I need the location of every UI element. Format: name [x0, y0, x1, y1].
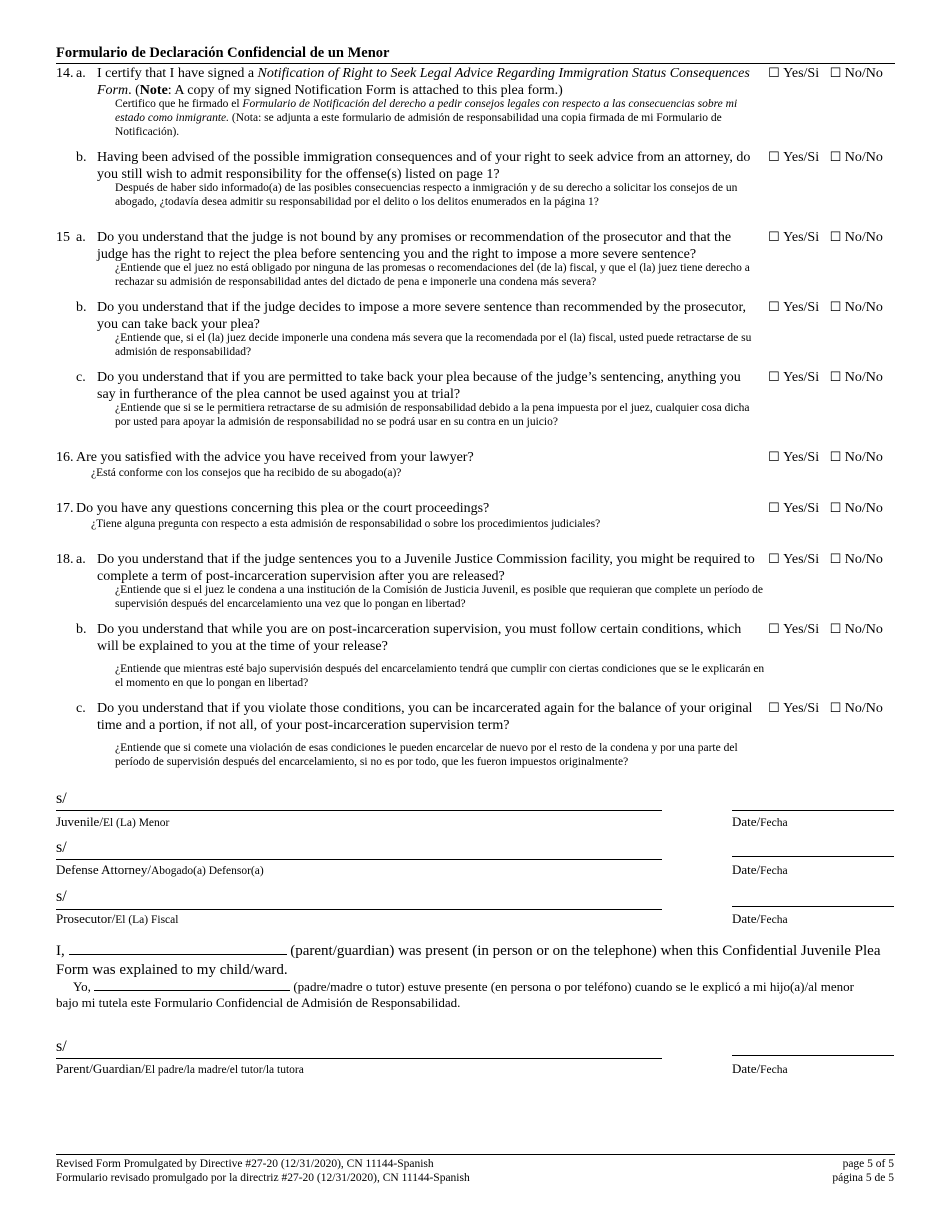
- juvenile-signature-prefix: s/: [56, 790, 67, 807]
- yes-no-group: [768, 300, 883, 316]
- no-checkbox[interactable]: ☐ No/No: [829, 501, 883, 516]
- parent-date-label: Date/Fecha: [732, 1061, 788, 1076]
- parent-signature-prefix: s/: [56, 1038, 67, 1055]
- guardian-statement-es: Yo, (padre/madre o tutor) estuve presente (en persona o por teléfono) cuando se le explicó a mi hijo(a)/al menor bajo mi tutela este Formulario Confidencial de Admisión de Responsabilidad.: [56, 979, 854, 1010]
- question-sub: b.: [76, 622, 87, 637]
- parent-signature-label: Parent/Guardian/El padre/la madre/el tutor/la tutora: [56, 1061, 304, 1076]
- footer-page-number: page 5 of 5 página 5 de 5: [832, 1158, 894, 1184]
- no-checkbox[interactable]: ☐ No/No: [829, 150, 883, 165]
- question-text-en: Do you understand that if you violate those conditions, you can be incarcerated again for the balance of your original time and a portion, if not all, of your post-incarceration supervision term?: [97, 701, 753, 733]
- question-text-es: ¿Entiende que si el juez le condena a una institución de la Comisión de Justicia Juvenil, es posible que requieran que complete un período de supervisión después del encarcelamiento una vez que lo pongan en libertad?: [115, 584, 763, 610]
- question-sub: c.: [76, 370, 86, 385]
- question-text-en: Are you satisfied with the advice you have received from your lawyer?: [76, 450, 474, 465]
- guardian-statement-en: I, (parent/guardian) was present (in person or on the telephone) when this Confidential Juvenile Plea Form was explained to my child/ward.: [56, 943, 881, 978]
- defense-date-line[interactable]: [732, 856, 894, 857]
- prosecutor-signature-label: Prosecutor/El (La) Fiscal: [56, 911, 179, 926]
- defense-date-label: Date/Fecha: [732, 862, 788, 877]
- yes-checkbox[interactable]: ☐ Yes/Si: [768, 622, 820, 637]
- question-text-en: Do you understand that if the judge decides to impose a more severe sentence than recommended by the prosecutor, you can take back your plea?: [97, 300, 747, 332]
- question-text-en: I certify that I have signed a Notification of Right to Seek Legal Advice Regarding Immigration Status Consequences Form. (Note: A copy of my signed Notification Form is attached to this plea form.): [97, 66, 750, 98]
- question-sub: a.: [76, 552, 86, 567]
- parent-date-line[interactable]: [732, 1055, 894, 1056]
- prosecutor-date-line[interactable]: [732, 906, 894, 907]
- juvenile-signature-label: Juvenile/El (La) Menor: [56, 814, 170, 829]
- question-sub: c.: [76, 701, 86, 716]
- yes-no-group: [768, 230, 883, 246]
- yes-checkbox[interactable]: ☐ Yes/Si: [768, 501, 820, 516]
- question-text-es: ¿Entiende que, si el (la) juez decide imponerle una condena más severa que la recomendada por el (la) fiscal, usted puede retractarse de su admisión de responsabilidad?: [115, 332, 752, 358]
- question-number: 15: [56, 230, 70, 245]
- prosecutor-signature-prefix: s/: [56, 888, 67, 905]
- yes-no-group: [768, 701, 883, 717]
- question-text-en: Having been advised of the possible immigration consequences and of your right to seek advice from an attorney, do you still wish to admit responsibility for the offense(s) listed on page 1?: [97, 150, 751, 182]
- no-checkbox[interactable]: ☐ No/No: [829, 552, 883, 567]
- parent-signature-line[interactable]: [56, 1058, 662, 1059]
- yes-checkbox[interactable]: ☐ Yes/Si: [768, 370, 820, 385]
- yes-no-group: [768, 450, 883, 466]
- guardian-name-blank[interactable]: [69, 954, 287, 955]
- defense-signature-prefix: s/: [56, 839, 67, 856]
- yes-checkbox[interactable]: ☐ Yes/Si: [768, 230, 820, 245]
- question-text-es: Certifico que he firmado el Formulario de Notificación del derecho a pedir consejos legales con respecto a las consecuencias sobre mi estado como inmigrante. (Nota: se adjunta a este formulario de admisión de responsabilidad una copia firmada de mi Formulario de Notificación).: [115, 98, 738, 138]
- footer-revision: Revised Form Promulgated by Directive #27-20 (12/31/2020), CN 11144-Spanish Formulario revisado promulgado por la directriz #27-20 (12/31/2020), CN 11144-Spanish: [56, 1158, 470, 1184]
- question-sub: a.: [76, 230, 86, 245]
- question-sub: b.: [76, 300, 87, 315]
- yes-checkbox[interactable]: ☐ Yes/Si: [768, 701, 820, 716]
- juvenile-signature-line[interactable]: [56, 810, 662, 811]
- guardian-name-blank-es[interactable]: [94, 990, 290, 991]
- yes-no-group: [768, 370, 883, 386]
- prosecutor-date-label: Date/Fecha: [732, 911, 788, 926]
- question-text-en: Do you understand that while you are on post-incarceration supervision, you must follow certain conditions, which will be explained to you at the time of your release?: [97, 622, 742, 654]
- yes-no-group: [768, 150, 883, 166]
- question-number: 17.: [56, 501, 74, 516]
- defense-signature-line[interactable]: [56, 859, 662, 860]
- footer-rule: [56, 1154, 895, 1155]
- question-text-en: Do you understand that the judge is not bound by any promises or recommendation of the prosecutor and that the judge has the right to reject the plea before sentencing you and the right to impose a more severe sentence?: [97, 230, 732, 262]
- question-text-en: Do you have any questions concerning this plea or the court proceedings?: [76, 501, 490, 516]
- question-number: 18.: [56, 552, 74, 567]
- question-text-es: ¿Está conforme con los consejos que ha recibido de su abogado(a)?: [91, 467, 402, 479]
- yes-no-group: [768, 622, 883, 638]
- yes-no-group: [768, 501, 883, 517]
- prosecutor-signature-line[interactable]: [56, 909, 662, 910]
- juvenile-date-label: Date/Fecha: [732, 814, 788, 829]
- form-title: Formulario de Declaración Confidencial de un Menor: [56, 45, 390, 61]
- yes-checkbox[interactable]: ☐ Yes/Si: [768, 552, 820, 567]
- no-checkbox[interactable]: ☐ No/No: [829, 300, 883, 315]
- question-text-es: ¿Entiende que si comete una violación de esas condiciones le pueden encarcelar de nuevo por el resto de la condena y por una parte del período de supervisión después del encarcelamiento, si no es por todo, que les fueron impuestos originalmente?: [115, 742, 738, 768]
- no-checkbox[interactable]: ☐ No/No: [829, 370, 883, 385]
- no-checkbox[interactable]: ☐ No/No: [829, 622, 883, 637]
- no-checkbox[interactable]: ☐ No/No: [829, 66, 883, 81]
- question-text-es: ¿Entiende que mientras esté bajo supervisión después del encarcelamiento tendrá que cumplir con ciertas condiciones que se le explicarán en el momento en que lo pongan en libertad?: [115, 663, 765, 689]
- yes-checkbox[interactable]: ☐ Yes/Si: [768, 450, 820, 465]
- yes-checkbox[interactable]: ☐ Yes/Si: [768, 300, 820, 315]
- defense-signature-label: Defense Attorney/Abogado(a) Defensor(a): [56, 862, 264, 877]
- question-sub: a.: [76, 66, 86, 81]
- yes-no-group: [768, 552, 883, 568]
- question-text-es: Después de haber sido informado(a) de las posibles consecuencias respecto a inmigración y de su derecho a solicitar los consejos de un abogado, ¿todavía desea admitir su responsabilidad por el delito o los delitos enumerados en la página 1?: [115, 182, 738, 208]
- question-text-es: ¿Tiene alguna pregunta con respecto a esta admisión de responsabilidad o sobre los procedimientos judiciales?: [91, 518, 601, 530]
- question-sub: b.: [76, 150, 87, 165]
- no-checkbox[interactable]: ☐ No/No: [829, 230, 883, 245]
- question-text-en: Do you understand that if the judge sentences you to a Juvenile Justice Commission facility, you might be required to complete a term of post-incarceration supervision after you are released?: [97, 552, 755, 584]
- yes-checkbox[interactable]: ☐ Yes/Si: [768, 150, 820, 165]
- yes-checkbox[interactable]: ☐ Yes/Si: [768, 66, 820, 81]
- question-text-es: ¿Entiende que si se le permitiera retractarse de su admisión de responsabilidad debido a la pena impuesta por el juez, cualquier cosa dicha por usted para apoyar la admisión de responsabilidad no se podrá usar en su contra en un juicio?: [115, 402, 750, 428]
- question-number: 16.: [56, 450, 74, 465]
- juvenile-date-line[interactable]: [732, 810, 894, 811]
- question-text-es: ¿Entiende que el juez no está obligado por ninguna de las promesas o recomendaciones del (de la) fiscal, y que el (la) juez tiene derecho a rechazar su admisión de responsabilidad antes del dictado de pena e imponerle una condena más severa?: [115, 262, 750, 288]
- question-text-en: Do you understand that if you are permitted to take back your plea because of the judge’s sentencing, anything you say in furtherance of the plea cannot be used against you at trial?: [97, 370, 741, 402]
- title-rule: [56, 63, 895, 64]
- question-number: 14.: [56, 66, 74, 81]
- yes-no-group: [768, 66, 883, 82]
- no-checkbox[interactable]: ☐ No/No: [829, 450, 883, 465]
- no-checkbox[interactable]: ☐ No/No: [829, 701, 883, 716]
